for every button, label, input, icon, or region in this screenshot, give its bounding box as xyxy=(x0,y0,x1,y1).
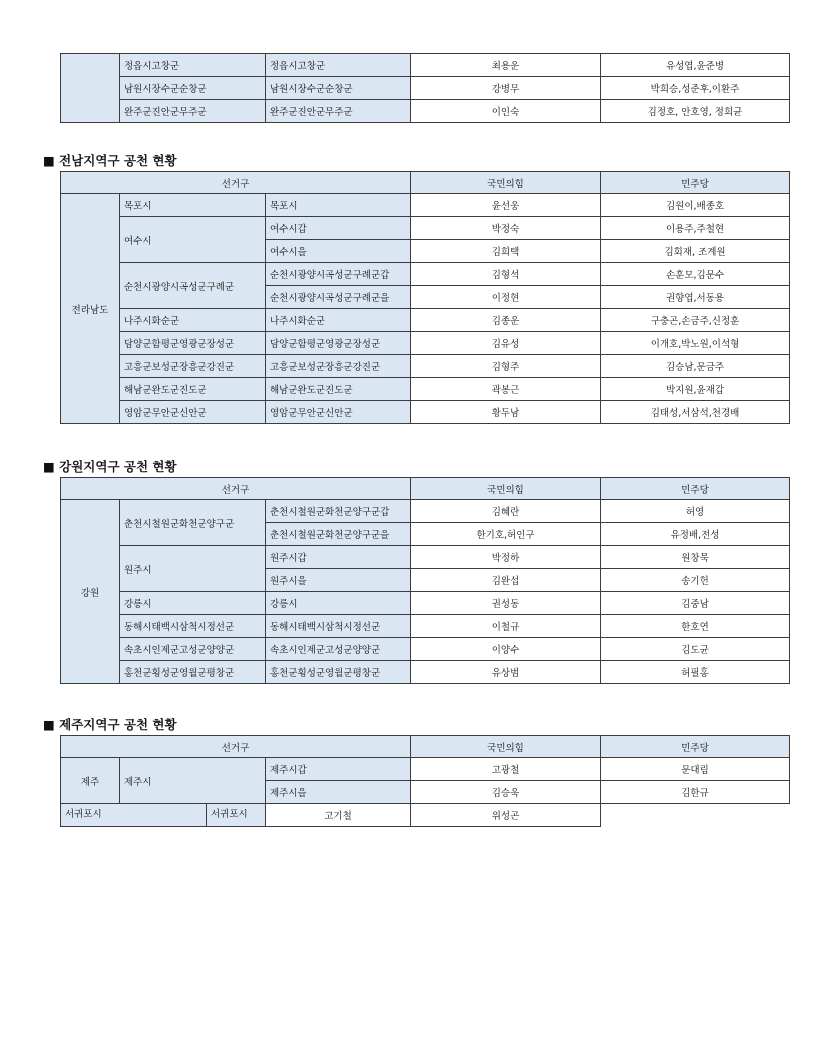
dp-candidate-cell: 원창묵 xyxy=(601,546,790,569)
district-cell: 여수시갑 xyxy=(266,217,411,240)
ppp-candidate-cell: 박정숙 xyxy=(411,217,601,240)
dp-candidate-cell: 위성곤 xyxy=(411,804,601,827)
district-cell: 나주시화순군 xyxy=(266,309,411,332)
dp-candidate-cell: 이개호,박노원,이석형 xyxy=(601,332,790,355)
table-row xyxy=(61,661,790,684)
district-group-cell: 담양군함평군영광군장성군 xyxy=(120,332,266,355)
table-row xyxy=(61,309,790,332)
dp-candidate-cell: 김태성,서삼석,천경배 xyxy=(601,401,790,424)
table-row xyxy=(61,500,790,523)
ppp-candidate-cell: 김희택 xyxy=(411,240,601,263)
jeonnam-table xyxy=(60,171,790,424)
district-group-cell: 영암군무안군신안군 xyxy=(120,401,266,424)
district-cell: 춘천시철원군화천군양구군갑 xyxy=(266,500,411,523)
district-group-cell: 정읍시고창군 xyxy=(120,54,266,77)
district-cell: 담양군함평군영광군장성군 xyxy=(266,332,411,355)
ppp-candidate-cell: 박정하 xyxy=(411,546,601,569)
header-district: 선거구 xyxy=(61,172,411,194)
dp-candidate-cell: 유성엽,윤준병 xyxy=(601,54,790,77)
district-cell: 순천시광양시곡성군구례군갑 xyxy=(266,263,411,286)
ppp-candidate-cell: 김혜란 xyxy=(411,500,601,523)
table-row xyxy=(61,355,790,378)
section-title-jeju: ■ 제주지역구 공천 현황 xyxy=(43,717,177,732)
ppp-candidate-cell: 최용운 xyxy=(411,54,601,77)
district-cell: 완주군진안군무주군 xyxy=(266,100,411,123)
dp-candidate-cell: 김정호, 안호영, 정희균 xyxy=(601,100,790,123)
dp-candidate-cell: 유정배,전성 xyxy=(601,523,790,546)
ppp-candidate-cell: 김완섭 xyxy=(411,569,601,592)
district-cell: 홍천군횡성군영월군평창군 xyxy=(266,661,411,684)
ppp-candidate-cell: 김형석 xyxy=(411,263,601,286)
table-row xyxy=(61,615,790,638)
district-group-cell xyxy=(61,804,266,827)
section-title-gangwon: ■ 강원지역구 공천 현황 xyxy=(43,459,177,474)
table-row xyxy=(61,332,790,355)
district-group-cell: 제주시 xyxy=(120,758,266,804)
dp-candidate-cell: 김승남,문금주 xyxy=(601,355,790,378)
ppp-candidate-cell: 김승욱 xyxy=(411,781,601,804)
table-row xyxy=(61,54,790,77)
ppp-candidate-cell: 김유성 xyxy=(411,332,601,355)
dp-candidate-cell: 이용주,주철현 xyxy=(601,217,790,240)
district-cell: 해남군완도군진도군 xyxy=(266,378,411,401)
header-district: 선거구 xyxy=(61,478,411,500)
district-cell: 제주시갑 xyxy=(266,758,411,781)
dp-candidate-cell: 박지원,윤재갑 xyxy=(601,378,790,401)
district-cell: 정읍시고창군 xyxy=(266,54,411,77)
ppp-candidate-cell: 이정현 xyxy=(411,286,601,309)
district-cell: 순천시광양시곡성군구례군을 xyxy=(266,286,411,309)
dp-candidate-cell: 김한규 xyxy=(601,781,790,804)
district-group-cell: 순천시광양시곡성군구례군 xyxy=(120,263,266,309)
table-row xyxy=(61,638,790,661)
district-cell: 속초시인제군고성군양양군 xyxy=(266,638,411,661)
table-row xyxy=(61,77,790,100)
ppp-candidate-cell: 윤선웅 xyxy=(411,194,601,217)
table-row xyxy=(61,217,790,240)
dp-candidate-cell: 김중남 xyxy=(601,592,790,615)
province-cell: 제주 xyxy=(61,758,120,804)
jeju-table xyxy=(60,735,790,827)
dp-candidate-cell: 허필홍 xyxy=(601,661,790,684)
district-cell: 영암군무안군신안군 xyxy=(266,401,411,424)
dp-candidate-cell: 김도균 xyxy=(601,638,790,661)
ppp-candidate-cell: 곽봉근 xyxy=(411,378,601,401)
ppp-candidate-cell: 김종운 xyxy=(411,309,601,332)
table-row xyxy=(61,401,790,424)
district-group-label: 서귀포시 xyxy=(65,809,102,820)
table-row xyxy=(61,378,790,401)
ppp-candidate-cell: 고광철 xyxy=(411,758,601,781)
table-row xyxy=(61,592,790,615)
table-header-row xyxy=(61,736,790,758)
table-header-row xyxy=(61,478,790,500)
ppp-candidate-cell: 이철규 xyxy=(411,615,601,638)
ppp-candidate-cell: 권성동 xyxy=(411,592,601,615)
ppp-candidate-cell: 유상범 xyxy=(411,661,601,684)
jeonbuk-continuation-table xyxy=(60,53,790,123)
header-ppp: 국민의힘 xyxy=(411,172,601,194)
district-cell: 동해시태백시삼척시정선군 xyxy=(266,615,411,638)
header-district: 선거구 xyxy=(61,736,411,758)
district-group-cell: 나주시화순군 xyxy=(120,309,266,332)
district-cell: 남원시장수군순창군 xyxy=(266,77,411,100)
district-group-cell: 완주군진안군무주군 xyxy=(120,100,266,123)
district-cell: 원주시을 xyxy=(266,569,411,592)
header-dp: 민주당 xyxy=(601,478,790,500)
header-ppp: 국민의힘 xyxy=(411,736,601,758)
province-cell xyxy=(61,54,120,123)
table-row xyxy=(61,100,790,123)
district-cell: 춘천시철원군화천군양구군을 xyxy=(266,523,411,546)
ppp-candidate-cell: 고기철 xyxy=(266,804,411,827)
header-ppp: 국민의힘 xyxy=(411,478,601,500)
ppp-candidate-cell: 황두남 xyxy=(411,401,601,424)
district-label: 서귀포시 xyxy=(206,804,265,826)
gangwon-table xyxy=(60,477,790,684)
district-group-cell: 홍천군횡성군영월군평창군 xyxy=(120,661,266,684)
district-cell: 강릉시 xyxy=(266,592,411,615)
district-group-cell: 남원시장수군순창군 xyxy=(120,77,266,100)
district-cell: 원주시갑 xyxy=(266,546,411,569)
district-group-cell: 목포시 xyxy=(120,194,266,217)
dp-candidate-cell: 손훈모,김문수 xyxy=(601,263,790,286)
ppp-candidate-cell: 강병무 xyxy=(411,77,601,100)
table-row xyxy=(61,263,790,286)
dp-candidate-cell: 김원이,배종호 xyxy=(601,194,790,217)
dp-candidate-cell: 구충곤,손금주,신정훈 xyxy=(601,309,790,332)
dp-candidate-cell: 권향엽,서동용 xyxy=(601,286,790,309)
district-group-cell: 춘천시철원군화천군양구군 xyxy=(120,500,266,546)
table-row xyxy=(61,194,790,217)
province-cell: 강원 xyxy=(61,500,120,684)
header-dp: 민주당 xyxy=(601,736,790,758)
header-dp: 민주당 xyxy=(601,172,790,194)
section-title-jeonnam: ■ 전남지역구 공천 현황 xyxy=(43,153,177,168)
district-group-cell: 고흥군보성군장흥군강진군 xyxy=(120,355,266,378)
dp-candidate-cell: 김회재, 조계원 xyxy=(601,240,790,263)
district-cell: 제주시을 xyxy=(266,781,411,804)
district-group-cell: 속초시인제군고성군양양군 xyxy=(120,638,266,661)
district-group-cell: 강릉시 xyxy=(120,592,266,615)
dp-candidate-cell: 문대림 xyxy=(601,758,790,781)
district-group-cell: 원주시 xyxy=(120,546,266,592)
district-cell: 여수시을 xyxy=(266,240,411,263)
district-group-cell: 동해시태백시삼척시정선군 xyxy=(120,615,266,638)
district-cell: 목포시 xyxy=(266,194,411,217)
ppp-candidate-cell: 이양수 xyxy=(411,638,601,661)
table-header-row xyxy=(61,172,790,194)
table-row xyxy=(61,758,790,781)
ppp-candidate-cell: 김형주 xyxy=(411,355,601,378)
district-group-cell: 여수시 xyxy=(120,217,266,263)
ppp-candidate-cell: 한기호,허인구 xyxy=(411,523,601,546)
dp-candidate-cell: 송기헌 xyxy=(601,569,790,592)
district-cell: 고흥군보성군장흥군강진군 xyxy=(266,355,411,378)
province-cell: 전라남도 xyxy=(61,194,120,424)
dp-candidate-cell: 한호연 xyxy=(601,615,790,638)
dp-candidate-cell: 박희승,성준후,이환주 xyxy=(601,77,790,100)
table-row xyxy=(61,804,790,827)
dp-candidate-cell: 허영 xyxy=(601,500,790,523)
district-group-cell: 해남군완도군진도군 xyxy=(120,378,266,401)
table-row xyxy=(61,546,790,569)
ppp-candidate-cell: 이인숙 xyxy=(411,100,601,123)
